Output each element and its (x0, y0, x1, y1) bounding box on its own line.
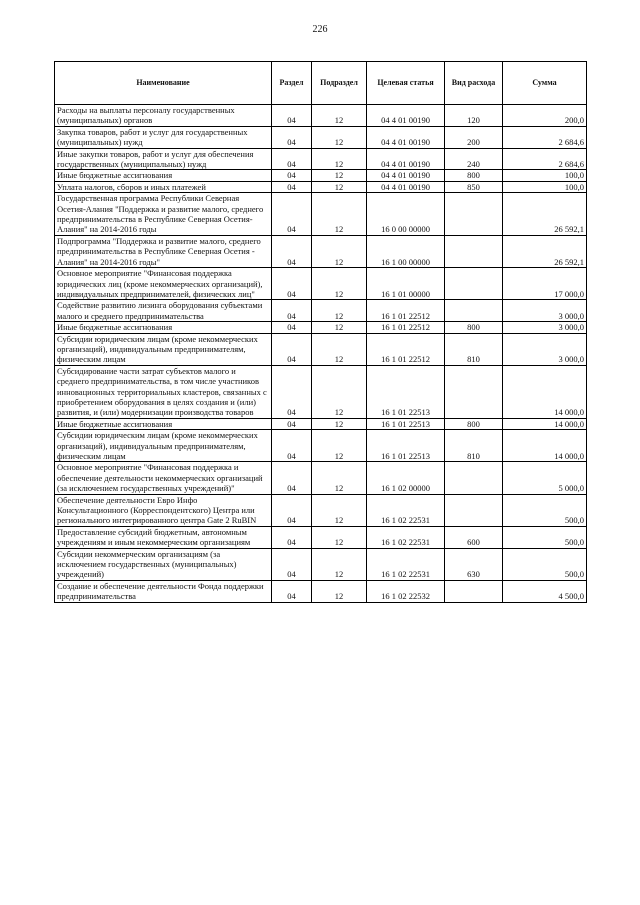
table-row (55, 300, 587, 322)
cell-section: 04 (272, 548, 312, 580)
cell-name: Расходы на выплаты персоналу государственных (муниципальных) органов (55, 105, 272, 127)
header-subsection: Подраздел (312, 62, 367, 105)
cell-expense: 200 (445, 126, 503, 148)
cell-target: 16 1 01 22512 (367, 300, 445, 322)
cell-expense (445, 580, 503, 602)
cell-expense: 120 (445, 105, 503, 127)
table-row (55, 494, 587, 526)
cell-sum: 5 000,0 (503, 462, 587, 494)
cell-target: 16 1 02 22531 (367, 526, 445, 548)
cell-subsection: 12 (312, 126, 367, 148)
cell-target: 16 1 02 22531 (367, 548, 445, 580)
cell-expense: 800 (445, 418, 503, 429)
cell-sum: 3 000,0 (503, 300, 587, 322)
cell-expense (445, 193, 503, 236)
table-row (55, 105, 587, 127)
cell-subsection: 12 (312, 462, 367, 494)
cell-name: Иные закупки товаров, работ и услуг для обеспечения государственных (муниципальных) нужд (55, 148, 272, 170)
table-row (55, 322, 587, 333)
cell-sum: 3 000,0 (503, 333, 587, 365)
cell-sum: 100,0 (503, 181, 587, 192)
cell-target: 16 1 01 00000 (367, 268, 445, 300)
cell-section: 04 (272, 105, 312, 127)
cell-section: 04 (272, 580, 312, 602)
cell-target: 16 1 01 22513 (367, 430, 445, 462)
cell-section: 04 (272, 181, 312, 192)
cell-sum: 100,0 (503, 170, 587, 181)
cell-subsection: 12 (312, 193, 367, 236)
cell-section: 04 (272, 170, 312, 181)
table-row (55, 580, 587, 602)
cell-subsection: 12 (312, 418, 367, 429)
cell-target: 04 4 01 00190 (367, 105, 445, 127)
header-sum: Сумма (503, 62, 587, 105)
cell-section: 04 (272, 300, 312, 322)
cell-sum: 14 000,0 (503, 418, 587, 429)
cell-expense: 240 (445, 148, 503, 170)
cell-sum: 2 684,6 (503, 148, 587, 170)
cell-section: 04 (272, 462, 312, 494)
cell-subsection: 12 (312, 322, 367, 333)
cell-name: Иные бюджетные ассигнования (55, 322, 272, 333)
table-row (55, 170, 587, 181)
cell-target: 04 4 01 00190 (367, 170, 445, 181)
table-row (55, 126, 587, 148)
cell-sum: 500,0 (503, 526, 587, 548)
cell-subsection: 12 (312, 580, 367, 602)
cell-name: Предоставление субсидий бюджетным, автономным учреждениям и иным некоммерческим организациям (55, 526, 272, 548)
cell-subsection: 12 (312, 430, 367, 462)
table-row (55, 430, 587, 462)
cell-subsection: 12 (312, 526, 367, 548)
cell-subsection: 12 (312, 300, 367, 322)
cell-target: 16 1 00 00000 (367, 235, 445, 267)
cell-subsection: 12 (312, 181, 367, 192)
cell-sum: 26 592,1 (503, 193, 587, 236)
cell-section: 04 (272, 235, 312, 267)
cell-name: Обеспечение деятельности Евро Инфо Консультационного (Корреспондентского) Центра или регионального интегрированного центра Gate 2 RuBIN (55, 494, 272, 526)
cell-section: 04 (272, 322, 312, 333)
cell-expense (445, 235, 503, 267)
cell-name: Субсидии некоммерческим организациям (за исключением государственных (муниципальных) учреждений) (55, 548, 272, 580)
cell-sum: 500,0 (503, 548, 587, 580)
cell-expense: 850 (445, 181, 503, 192)
cell-section: 04 (272, 148, 312, 170)
cell-sum: 4 500,0 (503, 580, 587, 602)
cell-target: 04 4 01 00190 (367, 148, 445, 170)
cell-sum: 3 000,0 (503, 322, 587, 333)
cell-expense (445, 365, 503, 418)
cell-section: 04 (272, 193, 312, 236)
cell-target: 16 0 00 00000 (367, 193, 445, 236)
table-row (55, 193, 587, 236)
cell-sum: 14 000,0 (503, 430, 587, 462)
cell-name: Иные бюджетные ассигнования (55, 170, 272, 181)
table-row (55, 365, 587, 418)
cell-expense: 800 (445, 170, 503, 181)
cell-name: Создание и обеспечение деятельности Фонда поддержки предпринимательства (55, 580, 272, 602)
cell-target: 16 1 01 22513 (367, 418, 445, 429)
cell-subsection: 12 (312, 235, 367, 267)
cell-subsection: 12 (312, 494, 367, 526)
cell-subsection: 12 (312, 268, 367, 300)
table-row (55, 181, 587, 192)
page-number: 226 (312, 24, 328, 35)
table-row (55, 526, 587, 548)
cell-section: 04 (272, 418, 312, 429)
cell-name: Иные бюджетные ассигнования (55, 418, 272, 429)
cell-section: 04 (272, 126, 312, 148)
cell-target: 16 1 01 22512 (367, 333, 445, 365)
table-row (55, 148, 587, 170)
cell-sum: 17 000,0 (503, 268, 587, 300)
table-row (55, 418, 587, 429)
cell-target: 04 4 01 00190 (367, 181, 445, 192)
budget-table (54, 61, 587, 603)
table-row (55, 235, 587, 267)
cell-target: 16 1 02 22532 (367, 580, 445, 602)
cell-name: Закупка товаров, работ и услуг для государственных (муниципальных) нужд (55, 126, 272, 148)
cell-expense: 800 (445, 322, 503, 333)
table-row (55, 462, 587, 494)
cell-sum: 14 000,0 (503, 365, 587, 418)
cell-name: Подпрограмма "Поддержка и развитие малого, среднего предпринимательства в Республике Северная Осетия - Алания" на 2014-2016 годы" (55, 235, 272, 267)
table-row (55, 548, 587, 580)
cell-sum: 200,0 (503, 105, 587, 127)
cell-subsection: 12 (312, 170, 367, 181)
cell-expense (445, 268, 503, 300)
cell-subsection: 12 (312, 105, 367, 127)
cell-name: Содействие развитию лизинга оборудования субъектами малого и среднего предпринимательства (55, 300, 272, 322)
cell-expense (445, 494, 503, 526)
table-body (55, 105, 587, 603)
cell-sum: 500,0 (503, 494, 587, 526)
cell-expense: 810 (445, 333, 503, 365)
cell-target: 04 4 01 00190 (367, 126, 445, 148)
header-expense: Вид расхода (445, 62, 503, 105)
cell-expense: 600 (445, 526, 503, 548)
cell-expense (445, 300, 503, 322)
cell-section: 04 (272, 268, 312, 300)
cell-name: Основное мероприятие "Финансовая поддержка юридических лиц (кроме некоммерческих организаций), индивидуальных предпринимателей, физических лиц" (55, 268, 272, 300)
header-name: Наименование (55, 62, 272, 105)
header-target: Целевая статья (367, 62, 445, 105)
cell-name: Субсидии юридическим лицам (кроме некоммерческих организаций), индивидуальным предпринимателям, физическим лицам (55, 333, 272, 365)
cell-section: 04 (272, 526, 312, 548)
cell-subsection: 12 (312, 333, 367, 365)
cell-target: 16 1 01 22512 (367, 322, 445, 333)
cell-expense: 630 (445, 548, 503, 580)
cell-subsection: 12 (312, 365, 367, 418)
cell-target: 16 1 02 22531 (367, 494, 445, 526)
cell-name: Субсидии юридическим лицам (кроме некоммерческих организаций), индивидуальным предпринимателям, физическим лицам (55, 430, 272, 462)
cell-section: 04 (272, 333, 312, 365)
cell-expense (445, 462, 503, 494)
cell-target: 16 1 01 22513 (367, 365, 445, 418)
cell-subsection: 12 (312, 148, 367, 170)
cell-expense: 810 (445, 430, 503, 462)
cell-name: Уплата налогов, сборов и иных платежей (55, 181, 272, 192)
cell-sum: 2 684,6 (503, 126, 587, 148)
cell-name: Государственная программа Республики Северная Осетия-Алания "Поддержка и развитие малого, среднего предпринимательства в Республике Северная Осетия-Алания" на 2014-2016 годы (55, 193, 272, 236)
cell-section: 04 (272, 365, 312, 418)
table-row (55, 268, 587, 300)
header-section: Раздел (272, 62, 312, 105)
cell-name: Субсидирование части затрат субъектов малого и среднего предпринимательства, в том числе участников инновационных территориальных кластеров, связанных с приобретением оборудования в целях создания и (или) развития, и (или) модернизации производства товаров (55, 365, 272, 418)
cell-sum: 26 592,1 (503, 235, 587, 267)
cell-name: Основное мероприятие "Финансовая поддержка и обеспечение деятельности некоммерческих организаций (за исключением государственных учреждений)" (55, 462, 272, 494)
cell-section: 04 (272, 430, 312, 462)
cell-section: 04 (272, 494, 312, 526)
table-row (55, 333, 587, 365)
cell-target: 16 1 02 00000 (367, 462, 445, 494)
table-header-row (55, 62, 587, 105)
cell-subsection: 12 (312, 548, 367, 580)
